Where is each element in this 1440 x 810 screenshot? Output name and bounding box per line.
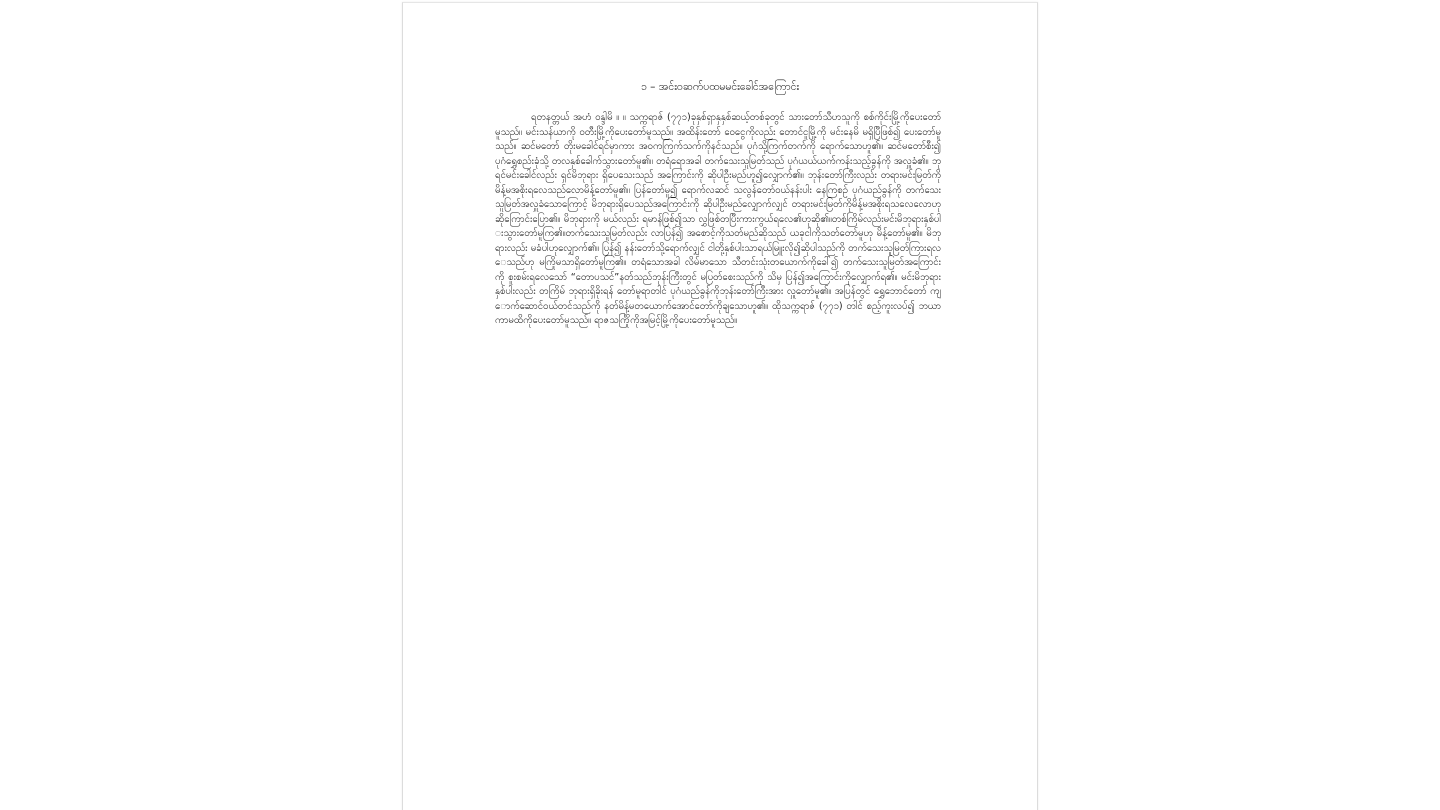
document-page [402,2,1038,810]
page-title: ၁ – အင်းဝဆက်ပထမမင်းခေါင်အကြောင်း [640,81,800,93]
body-paragraph: ရတနတ္တယ် အဟံ ဝန္ဒါမိ ။ ။ သက္ကရာဇ် (၇၇၁)ခုနှစ်ရှာနှနှစ်ဆယ့်တစ်ခုတွင် သားတော်သီဟသူကို စစ်ကိုင်းမြို့ကိုပေးတော်မူသည်။ မင်းသန်ယာကို ဝတီးမြို့ကိုပေးတော်မူသည်။ အထိန်းတော် ဝေငွေကိုလည်း တောင်ငူမြို့ကို မင်းနေမိ မရှိပြီဖြစ်၍ ပေးတော်မူသည်။ ဆင်မတော် တိုးမခေါင်ရင်မှာကား အဝကကြက်သက်ကိုနင်သည်။ ပုဂံသို့ကြက်တက်ကို ရောက်သောဟူ၏။ ဆင်မတော်စီး၍ ပုဂံရွှေစည်းခုံသို့ တလနှစ်ခေါက်သွားတော်မူ၏။ တရံရောအခါ တက်သေးသူမြတ်သည် ပုဂံယယ်ယက်ကန်းသည့်ခွန်ကို အလှူခံ၏။ ဘုရင်မင်းခေါင်လည်း ရှင်မိဘုရား ရှိပေသေးသည် အကြောင်းကို ဆိုပါဦးမည်ဟူ၍လျှောက်၏။ ဘုန်းတော်ကြီးလည်း တရားမင်းမြတ်ကို မိန့်မအစိုးရလေသည်လောမိန့်တော်မူ၏။ ပြန်တော်မူ၍ ရောက်လဆင် သလွန်တော်ဝယ်နန်းပါး နေကြစဉ် ပုဂံယည်ခွန်ကို တက်သေးသူမြတ်အလှူခံသောကြောင့် မိဘုရားရှိပေသည်အကြောင်းကို ဆိုပါဦးမည်လျှောက်လျှင် တရားမင်းမြတ်ကိုမိန့်မအစိုးရသလေလောဟုဆိုကြောင်းပြော၏။ မိဘုရားကို မယ်လည်း ရမာန်ဖြစ်၍သာ လွှဖြစ်တပြီးကားကွယ်ရလေ၏ဟုဆို၏။တစ်ကြိမ်လည်းမင်းမိဘုရားနှစ်ပါးသွားတော်မူကြ၏။တက်သေးသူမြတ်လည်း လာပြန်၍ အစောင့်ကိုသတ်မည်ဆိုသည် ယခုငါကိုသတ်တော်မူဟု မိန့်တော်မူ၏။ မိဘုရားလည်း မခံပါဟုလျှောက်၏။ ပြန်၍ နန်းတော်သို့ရောက်လျှင် ငါတို့နှစ်ပါးသာရယ်မြူးလို၍ဆိုပါသည်ကို တက်သေးသူမြတ်ကြားရလေသည်ဟု မကြိုမသာရှိတော်မူကြ၏။ တရံသောအခါ လိမ်မာသော သီတင်းသုံးတယောက်ကိုခေါ်၍ တက်သေးသူမြတ်အကြောင်းကို စူးစမ်းရလေသော် “တောပသင်”နတ်သည်ဘုန်းကြီးတွင် မပြတ်စေးသည်ကို သိမှ ပြန်၍အကြောင်းကိုလျှောက်ရ၏။ မင်းမိဘုရားနှစ်ပါးလည်း တကြိမ် ဘုရားရှိခိုးရန် တော်မူရာတါင် ပုဂံယည်ခွန်ကိုဘုန်းတော်ကြီးအား လှူတော်မူ၏။ အပြန်တွင် ရွှေဘောင်တော် ကျောက်ဆောင်ဝယ်တင်သည်ကို နတ်မိန့်မတယောက်အောင်တော်ကိုချသောဟူ၏။ ထိုသက္ကရာဇ် (၇၇၁) တါင် စည့်ကူးလပ်၍ ဘယာကာမထိကိုပေးတော်မူသည်။ ရာဇသင်္ကြိုကိုအမြင့်မြို့ကိုပေးတော်မူသည်။ [495,112,941,326]
